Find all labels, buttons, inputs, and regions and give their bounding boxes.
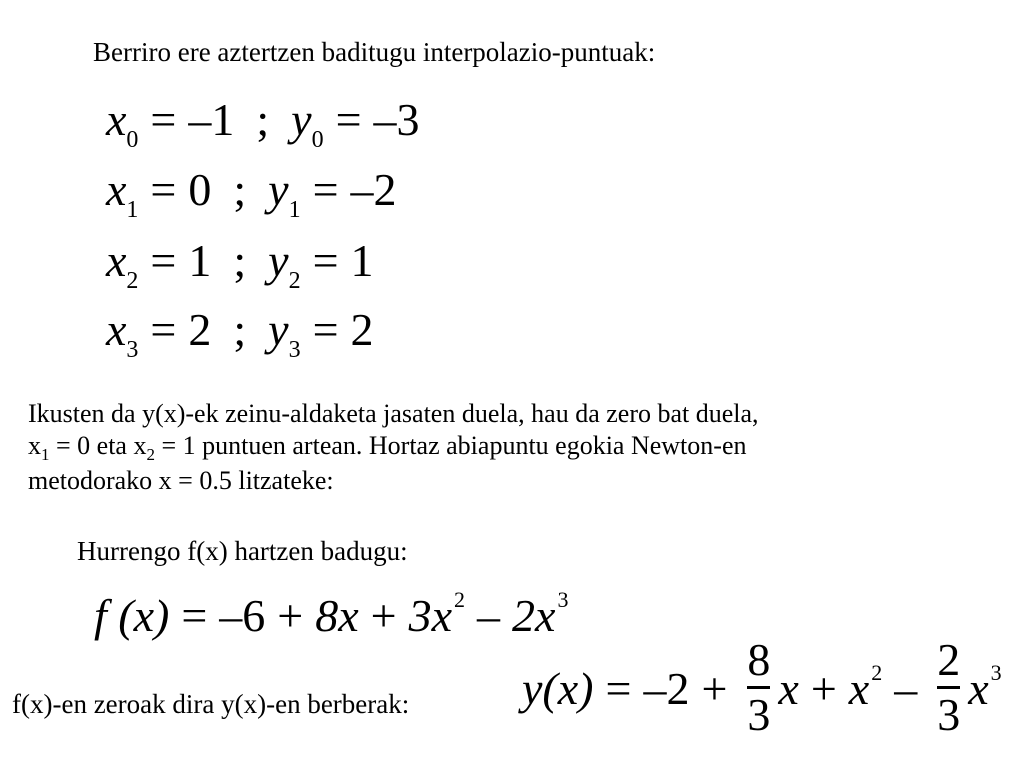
x-value: 2 [188,304,212,355]
y-value: 1 [350,235,374,286]
y-subscript: 1 [288,197,301,223]
point-1-equation [106,164,397,224]
plus-sign: + [810,663,837,715]
f-equation [94,587,569,650]
y-equation [522,634,1002,745]
fraction-denominator: 3 [937,689,961,740]
point-2-equation [106,235,374,295]
x-value: 1 [188,235,212,286]
y-value: –2 [350,164,397,215]
y-subscript: 2 [288,268,301,294]
intro-text: Berriro ere aztertzen baditugu interpolazio-puntuak: [93,37,656,67]
x-var: x [106,235,127,286]
y-lhs: y(x) [522,663,594,715]
x-subscript: 2 [126,268,139,294]
plus-sign: + [370,590,397,641]
f-term-3: 3x [408,590,453,641]
y-value: 2 [350,304,374,355]
point-0-equation [106,94,420,154]
fraction-numerator: 2 [937,634,961,685]
x-value: –1 [188,94,235,145]
zeros-text: f(x)-en zeroak dira y(x)-en berberak: [12,689,410,719]
paragraph-line-3: metodorako x = 0.5 litzateke: [28,466,334,495]
fraction-eight-thirds [747,636,770,739]
minus-sign: – [894,663,918,715]
f-lhs: f (x) [94,590,170,641]
f-term-3-exponent: 2 [454,587,466,612]
point-3-equation [106,304,374,364]
x-subscript: 0 [126,127,139,153]
paragraph-line-2: $x_1 = 0$ eta $x_2 = 1$ puntuen artean. Hortaz abiapuntu egokia Newton-en [28,431,747,464]
minus-sign: – [477,590,501,641]
equals-sign: = [312,235,339,286]
separator: ; [256,94,270,145]
y-var: y [268,164,289,215]
f-term-2: 8x [315,590,359,641]
x-var: x [106,164,127,215]
y-var: y [291,94,312,145]
x-subscript: 1 [126,197,139,223]
next-text: Hurrengo f(x) hartzen badugu: [77,536,408,566]
equals-sign: = [181,590,208,641]
fraction-denominator: 3 [747,689,771,740]
equals-sign: = [605,663,632,715]
f-term-4-exponent: 3 [557,587,569,612]
equals-sign: = [150,164,177,215]
y-term-2: x [778,663,799,715]
y-var: y [268,304,289,355]
explanation-paragraph [28,398,759,497]
equals-sign: = [312,304,339,355]
equals-sign: = [150,235,177,286]
separator: ; [233,304,247,355]
y-subscript: 3 [288,337,301,363]
x-value: 0 [188,164,212,215]
y-term-1: –2 [643,663,690,715]
y-subscript: 0 [311,127,324,153]
x-var: x [106,94,127,145]
paragraph-line-1: Ikusten da y(x)-ek zeinu-aldaketa jasaten duela, hau da zero bat duela, [28,399,759,428]
separator: ; [233,235,247,286]
x-subscript: 3 [126,337,139,363]
y-term-4: x [968,663,989,715]
plus-sign: + [277,590,304,641]
equals-sign: = [150,304,177,355]
fraction-numerator: 8 [747,634,771,685]
f-term-4: 2x [512,590,556,641]
separator: ; [233,164,247,215]
plus-sign: + [701,663,728,715]
y-term-3-exponent: 2 [871,660,883,686]
y-term-4-exponent: 3 [990,660,1002,686]
y-var: y [268,235,289,286]
y-term-3: x [848,663,870,715]
fraction-two-thirds [937,636,960,739]
equals-sign: = [150,94,177,145]
y-value: –3 [373,94,420,145]
x-var: x [106,304,127,355]
equals-sign: = [312,164,339,215]
f-term-1: –6 [219,590,266,641]
equals-sign: = [335,94,362,145]
